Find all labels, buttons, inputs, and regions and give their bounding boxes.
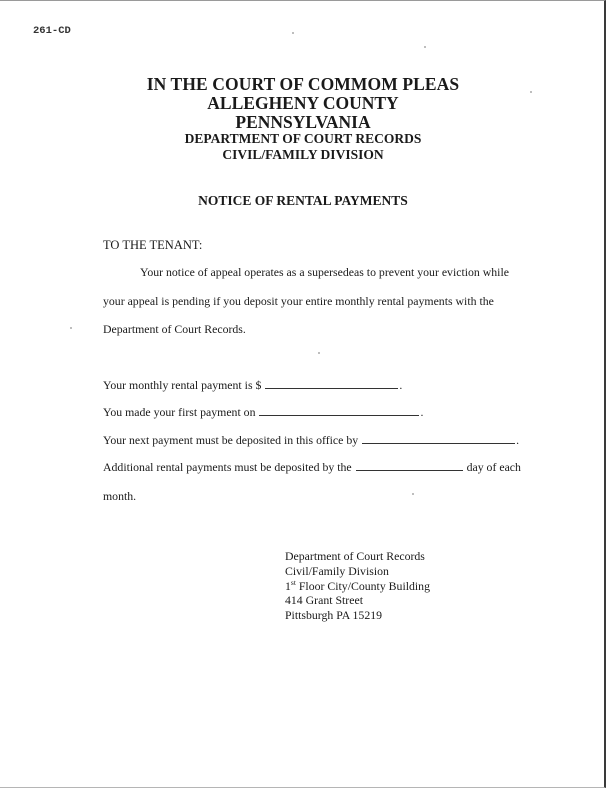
form-code: 261-CD: [33, 25, 71, 37]
additional-payment-day-field[interactable]: [356, 459, 463, 471]
additional-payment-continuation: month.: [103, 489, 137, 503]
scan-speck: [530, 91, 532, 93]
department-heading: DEPARTMENT OF COURT RECORDS: [184, 131, 422, 146]
county-heading: ALLEGHENY COUNTY: [207, 93, 399, 113]
additional-payment-label: Additional rental payments must be deposited by the: [103, 460, 352, 474]
first-payment-field[interactable]: [259, 404, 419, 416]
scan-speck: [70, 327, 72, 329]
state-heading: PENNSYLVANIA: [235, 112, 371, 132]
first-payment-label: You made your first payment on: [103, 405, 256, 419]
next-payment-label: Your next payment must be deposited in this office by: [103, 433, 359, 447]
scan-speck: [292, 32, 294, 34]
scan-speck: [318, 352, 320, 354]
division-heading: CIVIL/FAMILY DIVISION: [222, 147, 384, 162]
next-payment-field[interactable]: [362, 432, 515, 444]
paragraph-line-1: Your notice of appeal operates as a supersedeas to prevent your eviction while: [140, 265, 509, 279]
first-payment-row: You made your first payment on .: [103, 405, 424, 419]
court-name-heading: IN THE COURT OF COMMOM PLEAS: [146, 74, 460, 94]
address-line-2: Civil/Family Division: [285, 563, 389, 578]
paragraph-line-3: Department of Court Records.: [103, 322, 246, 336]
address-building: Floor City/County Building: [295, 578, 430, 593]
salutation: TO THE TENANT:: [103, 238, 203, 252]
address-line-3: [285, 579, 430, 594]
monthly-payment-field[interactable]: [265, 377, 398, 389]
address-floor-number: 1: [285, 578, 291, 593]
notice-title: NOTICE OF RENTAL PAYMENTS: [198, 193, 408, 208]
address-floor-ordinal: st: [290, 577, 296, 587]
paragraph-line-2: your appeal is pending if you deposit your entire monthly rental payments with the: [103, 294, 494, 308]
additional-payment-row: [103, 459, 521, 475]
monthly-payment-row: Your monthly rental payment is $ .: [103, 378, 403, 392]
scan-speck: [412, 493, 414, 495]
address-line-4: 414 Grant Street: [285, 593, 363, 608]
scan-speck: [424, 46, 426, 48]
address-line-1: Department of Court Records: [285, 549, 425, 563]
address-line-5: Pittsburgh PA 15219: [285, 608, 383, 623]
next-payment-row: Your next payment must be deposited in this office by .: [103, 433, 520, 447]
additional-payment-suffix: day of each: [466, 460, 521, 474]
monthly-payment-label: Your monthly rental payment is $: [103, 378, 262, 392]
mailing-address: [285, 549, 430, 623]
